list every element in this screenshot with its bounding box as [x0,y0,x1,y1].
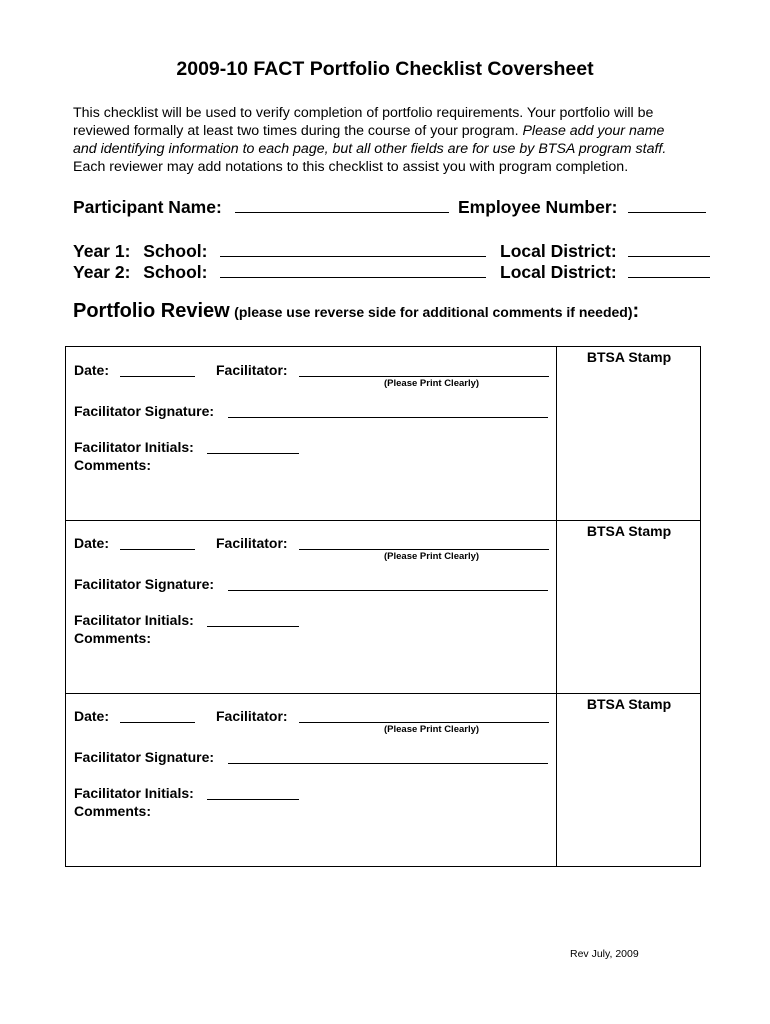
year1-district-label: Local District: [500,241,617,261]
facilitator-field[interactable] [299,376,549,377]
comments-label: Comments: [74,630,152,646]
employee-number-label: Employee Number: [458,197,618,217]
date-field[interactable] [120,376,195,377]
date-field[interactable] [120,722,195,723]
facilitator-initials-label: Facilitator Initials: [74,612,194,628]
facilitator-label: Facilitator: [216,708,288,724]
date-field[interactable] [120,549,195,550]
year2-label: Year 2: [73,262,131,282]
portfolio-review-note: (please use reverse side for additional comments if needed) [234,304,633,320]
facilitator-field[interactable] [299,722,549,723]
facilitator-signature-field[interactable] [228,417,548,418]
year2-district-row [500,262,710,283]
facilitator-initials-label: Facilitator Initials: [74,785,194,801]
review-box-1 [65,346,701,521]
btsa-stamp-label: BTSA Stamp [586,696,672,712]
intro-line-2-text: reviewed formally at least two times during the course of your program. [73,123,523,139]
page-title: 2009-10 FACT Portfolio Checklist Coversheet [176,58,594,80]
facilitator-signature-field[interactable] [228,590,548,591]
facilitator-signature-label: Facilitator Signature: [74,749,215,765]
participant-name-field[interactable] [235,198,449,213]
comments-label: Comments: [74,457,152,473]
year2-row [73,262,486,283]
year2-school-field[interactable] [220,263,486,278]
btsa-stamp-label: BTSA Stamp [586,523,672,539]
print-clearly-note: (Please Print Clearly) [384,724,480,735]
date-label: Date: [74,535,110,551]
year1-school-field[interactable] [220,242,486,257]
date-label: Date: [74,362,110,378]
year1-school-label: School: [143,241,208,261]
facilitator-initials-label: Facilitator Initials: [74,439,194,455]
stamp-divider [556,521,557,693]
participant-name-label: Participant Name: [73,197,222,217]
employee-number-field[interactable] [628,198,706,213]
revision-note: Rev July, 2009 [570,948,639,960]
year1-district-row [500,241,710,262]
portfolio-review-heading [73,300,639,323]
review-box-2 [65,520,701,694]
year2-district-field[interactable] [628,263,710,278]
facilitator-initials-field[interactable] [207,626,299,627]
intro-line-3: and identifying information to each page, but all other fields are for use by BTSA program staff. [73,141,667,157]
facilitator-label: Facilitator: [216,362,288,378]
facilitator-initials-field[interactable] [207,799,299,800]
print-clearly-note: (Please Print Clearly) [384,551,480,562]
year2-district-label: Local District: [500,262,617,282]
intro-line-2-italic: Please add your name [522,123,665,139]
year2-school-label: School: [143,262,208,282]
year1-district-field[interactable] [628,242,710,257]
print-clearly-note: (Please Print Clearly) [384,378,480,389]
date-label: Date: [74,708,110,724]
year1-label: Year 1: [73,241,131,261]
facilitator-signature-label: Facilitator Signature: [74,576,215,592]
portfolio-review-colon: : [632,300,640,322]
employee-number-row [458,197,706,218]
participant-name-row [73,197,449,218]
facilitator-signature-label: Facilitator Signature: [74,403,215,419]
facilitator-field[interactable] [299,549,549,550]
facilitator-signature-field[interactable] [228,763,548,764]
review-box-3 [65,693,701,867]
intro-paragraph [73,104,723,176]
facilitator-label: Facilitator: [216,535,288,551]
intro-line-1: This checklist will be used to verify completion of portfolio requirements. Your portfolio will be [73,105,654,121]
year1-row [73,241,486,262]
intro-line-4: Each reviewer may add notations to this checklist to assist you with program completion. [73,159,629,175]
stamp-divider [556,694,557,866]
btsa-stamp-label: BTSA Stamp [586,349,672,365]
stamp-divider [556,347,557,520]
comments-label: Comments: [74,803,152,819]
intro-line-2 [73,122,723,140]
facilitator-initials-field[interactable] [207,453,299,454]
portfolio-review-title: Portfolio Review [73,300,230,322]
